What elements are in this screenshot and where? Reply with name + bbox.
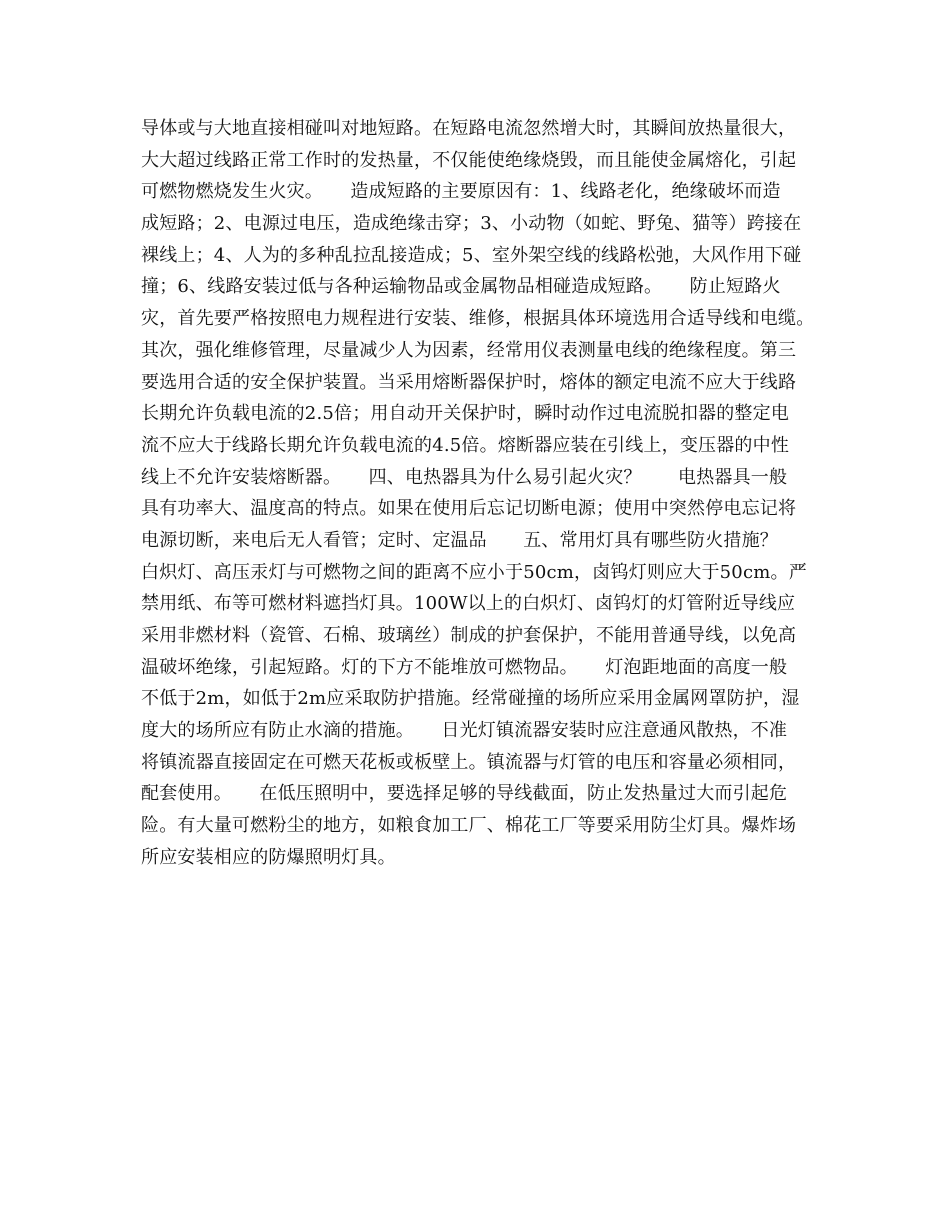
text-line: 度大的场所应有防止水滴的措施。 日光灯镇流器安装时应注意通风散热，不准 <box>141 720 788 742</box>
text-line: 灾，首先要严格按照电力规程进行安装、维修，根据具体环境选用合适导线和电缆。 <box>141 308 815 330</box>
text-line: 所应安装相应的防爆照明灯具。 <box>141 846 396 868</box>
text-line: 配套使用。 在低压照明中，要选择足够的导线截面，防止发热量过大而引起危 <box>141 783 788 805</box>
text-line: 撞；6、线路安装过低与各种运输物品或金属物品相碰造成短路。 防止短路火 <box>141 276 781 298</box>
text-line: 将镇流器直接固定在可燃天花板或板壁上。镇流器与灯管的电压和容量必须相同， <box>141 751 797 773</box>
text-line: 电源切断，来电后无人看管；定时、定温品 五、常用灯具有哪些防火措施？ <box>141 529 778 551</box>
text-line: 要选用合适的安全保护装置。当采用熔断器保护时，熔体的额定电流不应大于线路 <box>141 371 797 393</box>
text-line: 导体或与大地直接相碰叫对地短路。在短路电流忽然增大时，其瞬间放热量很大， <box>141 118 797 139</box>
text-line: 线上不允许安装熔断器。 四、电热器具为什么易引起火灾？ 电热器具一般 <box>141 466 788 488</box>
text-line: 采用非燃材料（瓷管、石棉、玻璃丝）制成的护套保护，不能用普通导线，以免高 <box>141 625 797 646</box>
text-line: 温破坏绝缘，引起短路。灯的下方不能堆放可燃物品。 灯泡距地面的高度一般 <box>141 656 788 678</box>
text-line: 长期允许负载电流的2.5倍；用自动开关保护时，瞬时动作过电流脱扣器的整定电 <box>141 403 790 425</box>
text-line: 成短路；2、电源过电压，造成绝缘击穿；3、小动物（如蛇、野兔、猫等）跨接在 <box>141 213 802 235</box>
text-line: 险。有大量可燃粉尘的地方，如粮食加工厂、棉花工厂等要采用防尘灯具。爆炸场 <box>141 815 797 837</box>
text-line: 禁用纸、布等可燃材料遮挡灯具。100W以上的白炽灯、卤钨灯的灯管附近导线应 <box>141 593 796 615</box>
text-line: 不低于2m，如低于2m应采取防护措施。经常碰撞的场所应采用金属网罩防护，湿 <box>141 688 800 710</box>
text-line: 流不应大于线路长期允许负载电流的4.5倍。熔断器应装在引线上，变压器的中性 <box>141 434 790 456</box>
text-line: 白炽灯、高压汞灯与可燃物之间的距离不应小于50cm，卤钨灯则应大于50cm。严 <box>141 561 807 583</box>
body-text <box>141 113 831 874</box>
text-line: 裸线上；4、人为的多种乱拉乱接造成；5、室外架空线的线路松弛，大风作用下碰 <box>141 244 802 266</box>
text-line: 大大超过线路正常工作时的发热量，不仅能使绝缘烧毁，而且能使金属熔化，引起 <box>141 149 797 171</box>
text-line: 具有功率大、温度高的特点。如果在使用后忘记切断电源；使用中突然停电忘记将 <box>141 498 797 520</box>
text-line: 其次，强化维修管理，尽量减少人为因素，经常用仪表测量电线的绝缘程度。第三 <box>141 339 797 361</box>
text-line: 可燃物燃烧发生火灾。 造成短路的主要原因有：1、线路老化，绝缘破坏而造 <box>141 181 781 203</box>
